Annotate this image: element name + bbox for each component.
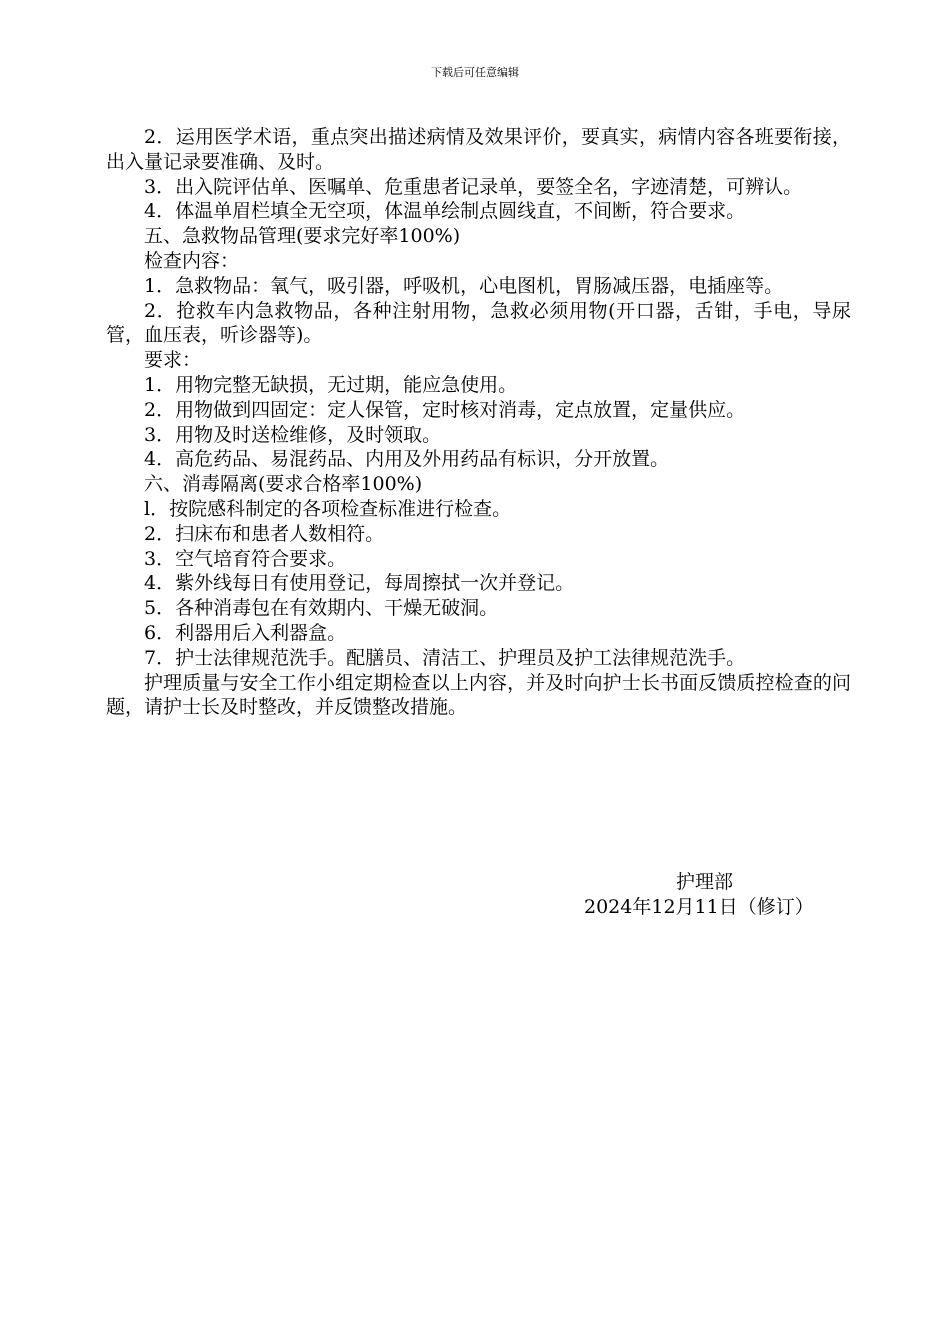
page-header: 下载后可任意编辑 bbox=[431, 66, 519, 79]
paragraph-requirement-1: 1．用物完整无缺损，无过期，能应急使用。 bbox=[144, 373, 518, 396]
paragraph-record-terms: 2．运用医学术语，重点突出描述病情及效果评价，要真实，病情内容各班要衔接，出入量记录要准确、及时。 bbox=[106, 126, 851, 173]
document-body bbox=[106, 125, 851, 720]
paragraph-temperature-chart: 4．体温单眉栏填全无空项，体温单绘制点圆线直，不间断，符合要求。 bbox=[144, 200, 746, 223]
signature-date: 2024年12月11日（修订） bbox=[584, 896, 814, 918]
paragraph-requirement-4: 4．高危药品、易混药品、内用及外用药品有标识，分开放置。 bbox=[144, 448, 670, 471]
paragraph-record-signatures: 3．出入院评估单、医嘱单、危重患者记录单，要签全名，字迹清楚，可辨认。 bbox=[144, 175, 803, 198]
section-heading-emergency-supplies: 五、急救物品管理(要求完好率100%) bbox=[144, 225, 461, 248]
paragraph-requirement-2: 2．用物做到四固定：定人保管，定时核对消毒，定点放置，定量供应。 bbox=[144, 398, 746, 421]
signature-department: 护理部 bbox=[676, 871, 734, 893]
paragraph-closing: 护理质量与安全工作小组定期检查以上内容，并及时向护士长书面反馈质控检查的问题，请护士长及时整改，并反馈整改措施。 bbox=[106, 671, 851, 719]
paragraph-disinfection-5: 5．各种消毒包在有效期内、干燥无破洞。 bbox=[144, 597, 499, 620]
paragraph-requirement-3: 3．用物及时送检维修，及时领取。 bbox=[144, 423, 442, 446]
subheading-inspection-content: 检查内容： bbox=[144, 249, 240, 272]
paragraph-disinfection-4: 4．紫外线每日有使用登记，每周擦拭一次并登记。 bbox=[144, 572, 575, 595]
paragraph-disinfection-2: 2．扫床布和患者人数相符。 bbox=[144, 522, 385, 545]
paragraph-disinfection-1: l．按院感科制定的各项检查标准进行检查。 bbox=[144, 497, 512, 520]
subheading-requirements: 要求： bbox=[144, 349, 202, 372]
paragraph-disinfection-3: 3．空气培育符合要求。 bbox=[144, 547, 347, 570]
section-heading-disinfection: 六、消毒隔离(要求合格率100%) bbox=[144, 473, 423, 496]
paragraph-rescue-cart-items: 2．抢救车内急救物品，各种注射用物，急救必须用物(开口器，舌钳，手电，导尿管，血压表，听诊器等)。 bbox=[106, 299, 851, 347]
paragraph-disinfection-6: 6．利器用后入利器盒。 bbox=[144, 621, 347, 644]
signature-block bbox=[560, 870, 850, 920]
paragraph-emergency-items: 1．急救物品：氧气，吸引器，呼吸机，心电图机，胃肠减压器，电插座等。 bbox=[144, 274, 784, 297]
paragraph-disinfection-7: 7．护士法律规范洗手。配膳员、清洁工、护理员及护工法律规范洗手。 bbox=[144, 646, 746, 669]
